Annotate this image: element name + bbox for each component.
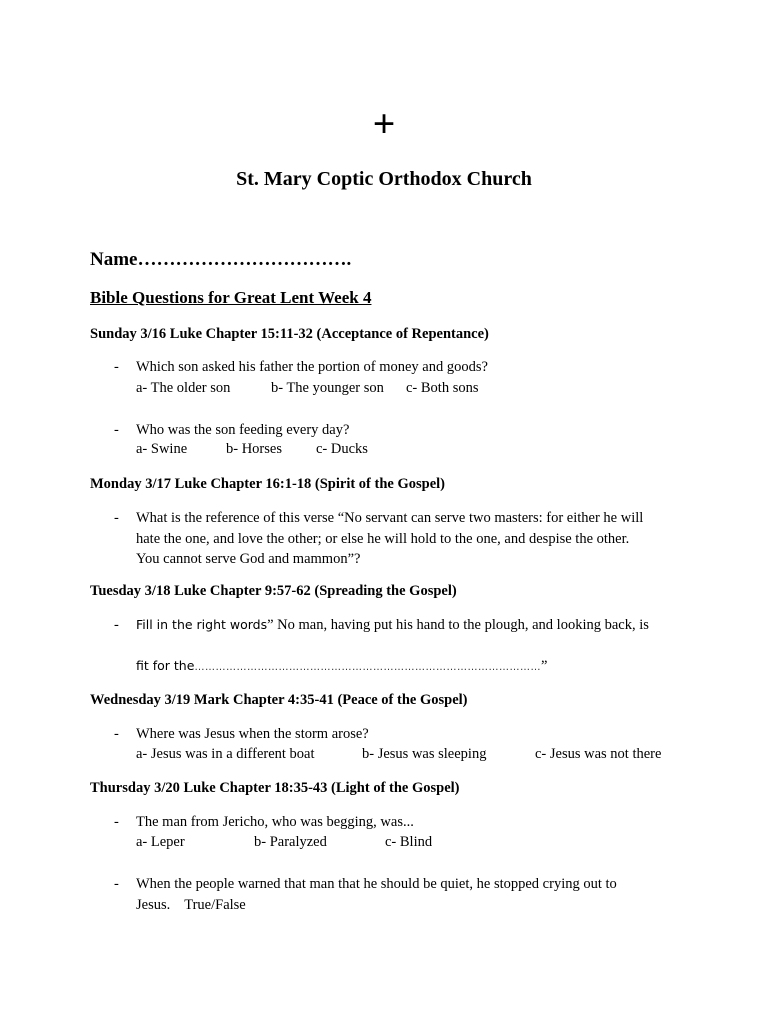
wednesday-heading: Wednesday 3/19 Mark Chapter 4:35-41 (Peace of the Gospel) — [90, 692, 468, 708]
tuesday-verse-text: ” No man, having put his hand to the plough, and looking back, is — [267, 617, 649, 633]
wednesday-q1-option-a: a- Jesus was in a different boat — [136, 746, 315, 762]
sunday-q2-option-c: c- Ducks — [316, 441, 368, 457]
thursday-q1-option-c: c- Blind — [385, 834, 433, 850]
monday-question-line-1: What is the reference of this verse “No servant can serve two masters: for either he will — [136, 510, 644, 526]
monday-question-line-2: hate the one, and love the other; or else he will hold to the one, and despise the other. — [136, 531, 630, 547]
tuesday-heading: Tuesday 3/18 Luke Chapter 9:57-62 (Spreading the Gospel) — [90, 583, 457, 599]
thursday-q1-option-b: b- Paralyzed — [254, 834, 327, 850]
sunday-q1-option-b: b- The younger son — [271, 380, 384, 396]
wednesday-q1-option-b: b- Jesus was sleeping — [362, 746, 487, 762]
sunday-heading: Sunday 3/16 Luke Chapter 15:11-32 (Acceptance of Repentance) — [90, 326, 489, 342]
wednesday-question-1: Where was Jesus when the storm arose? — [136, 726, 369, 742]
fit-for-the-text: fit for the — [136, 658, 195, 673]
church-name: St. Mary Coptic Orthodox Church — [236, 168, 532, 190]
thursday-question-2-line-1: When the people warned that man that he should be quiet, he stopped crying out to — [136, 876, 617, 892]
thursday-question-1: The man from Jericho, who was begging, was... — [136, 814, 414, 830]
bullet: - — [114, 617, 119, 633]
sunday-question-2: Who was the son feeding every day? — [136, 422, 350, 438]
sunday-question-1: Which son asked his father the portion of money and goods? — [136, 359, 488, 375]
sunday-q1-option-a: a- The older son — [136, 380, 231, 396]
sunday-q1-option-c: c- Both sons — [406, 380, 479, 396]
bullet: - — [114, 814, 119, 830]
sunday-q2-option-b: b- Horses — [226, 441, 282, 457]
jesus-text: Jesus. — [136, 897, 171, 913]
bullet: - — [114, 510, 119, 526]
fill-in-prefix: Fill in the right words — [136, 617, 268, 632]
bullet: - — [114, 359, 119, 375]
thursday-heading: Thursday 3/20 Luke Chapter 18:35-43 (Light of the Gospel) — [90, 780, 460, 796]
sunday-q2-option-a: a- Swine — [136, 441, 188, 457]
thursday-q1-option-a: a- Leper — [136, 834, 185, 850]
bullet: - — [114, 876, 119, 892]
true-false-choice: True/False — [184, 897, 246, 913]
monday-heading: Monday 3/17 Luke Chapter 16:1-18 (Spirit of the Gospel) — [90, 476, 445, 492]
cross-symbol: + — [372, 101, 396, 146]
wednesday-q1-option-c: c- Jesus was not there — [535, 746, 662, 762]
answer-blank: ……………………………………………………………………………………… — [194, 662, 541, 673]
thursday-question-2-line-2 — [136, 895, 246, 915]
closing-quote: ” — [540, 658, 548, 674]
tuesday-question-line-1 — [136, 615, 649, 635]
monday-question-line-3: You cannot serve God and mammon”? — [136, 551, 361, 567]
bullet: - — [114, 726, 119, 742]
bullet: - — [114, 422, 119, 438]
page-title: Bible Questions for Great Lent Week 4 — [90, 288, 372, 307]
name-field-label: Name……………………………. — [90, 249, 352, 270]
tuesday-question-line-2 — [136, 656, 547, 678]
